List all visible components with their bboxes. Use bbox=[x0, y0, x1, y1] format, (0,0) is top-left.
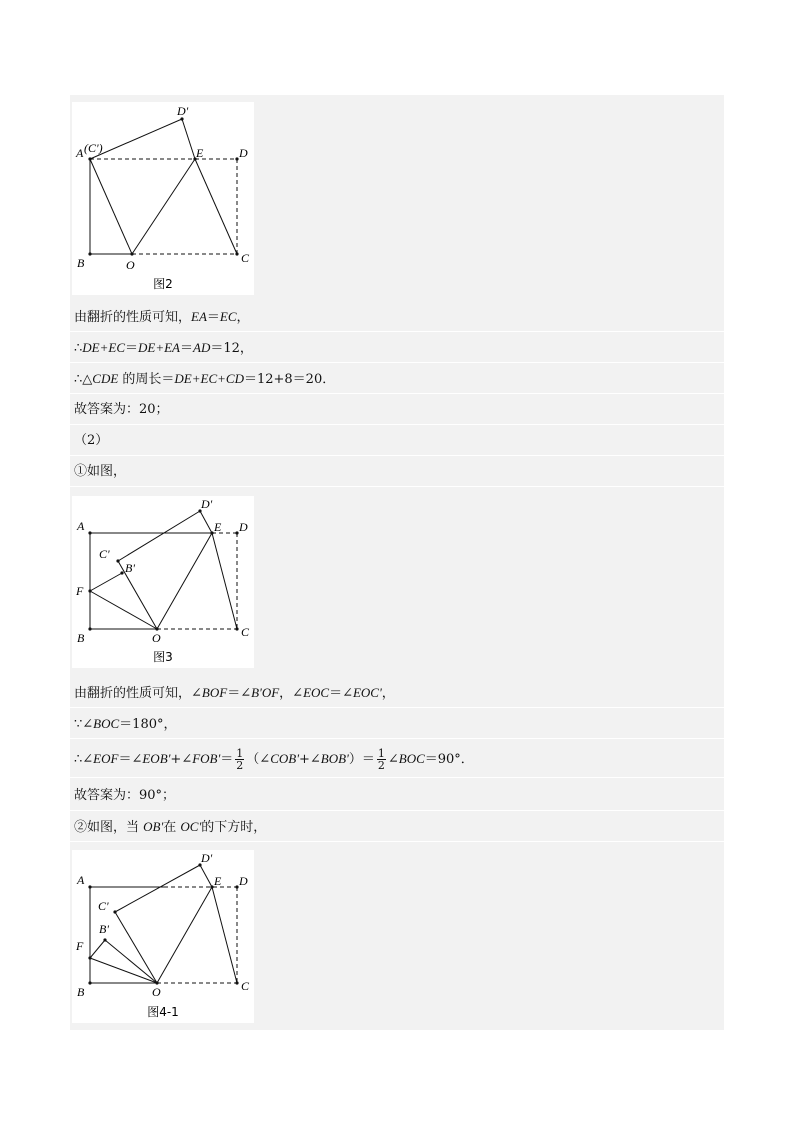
text-line-11: ②如图，当 OB'在 OC'的下方时， bbox=[70, 812, 724, 842]
figure-3-caption: 图3 bbox=[153, 650, 173, 664]
text-line-4: 故答案为：20； bbox=[70, 395, 724, 425]
label-C-prime: C' bbox=[98, 899, 109, 913]
text-line-1: 由翻折的性质可知，EA＝EC， bbox=[70, 302, 724, 332]
fraction-one-half-2: $\frac{1}{2}$ bbox=[377, 747, 385, 772]
figure-4-1 bbox=[72, 850, 254, 1023]
text-line-5: （2） bbox=[70, 426, 724, 456]
text-line-10: 故答案为：90°； bbox=[70, 781, 724, 811]
text-line-2: ∴DE+EC＝DE+EA＝AD＝12， bbox=[70, 333, 724, 363]
label-D: D bbox=[239, 874, 248, 888]
text-line-9: ∴∠EOF＝∠EOB'+∠FOB'＝ $\frac{1}{2}$ （∠COB'+∠BOB'）＝ $\frac{1}{2}$ ∠BOC＝90°． bbox=[70, 740, 724, 778]
label-B-prime: B' bbox=[125, 561, 135, 575]
figure-2 bbox=[72, 102, 254, 295]
label-B: B bbox=[77, 256, 85, 270]
figure-3 bbox=[72, 496, 254, 668]
content-panel bbox=[70, 95, 724, 1030]
text-line-6: ①如图， bbox=[70, 457, 724, 487]
figure-4-1-diagram bbox=[72, 850, 254, 1023]
figure-3-diagram bbox=[72, 496, 254, 668]
label-A: A bbox=[76, 146, 84, 160]
label-E: E bbox=[214, 874, 222, 888]
text-line-3: ∴△CDE 的周长＝DE+EC+CD＝12+8＝20． bbox=[70, 364, 724, 394]
figure-2-caption: 图2 bbox=[153, 277, 173, 291]
label-F: F bbox=[76, 939, 84, 953]
text-line-8: ∵∠BOC＝180°， bbox=[70, 709, 724, 739]
label-F: F bbox=[76, 584, 84, 598]
figure-2-diagram bbox=[72, 102, 254, 295]
label-A: A bbox=[77, 519, 85, 533]
label-C: C bbox=[241, 625, 250, 639]
fraction-one-half: $\frac{1}{2}$ bbox=[236, 747, 244, 772]
label-D-prime: D' bbox=[177, 104, 189, 118]
label-O: O bbox=[152, 985, 161, 999]
label-C: C bbox=[241, 251, 250, 265]
label-B: B bbox=[77, 631, 85, 645]
label-O: O bbox=[126, 258, 135, 272]
label-D: D bbox=[239, 146, 248, 160]
label-D: D bbox=[239, 520, 248, 534]
label-C: C bbox=[241, 979, 250, 993]
label-D-prime: D' bbox=[201, 851, 213, 865]
label-B-prime: B' bbox=[99, 922, 109, 936]
label-B: B bbox=[77, 985, 85, 999]
label-A: A bbox=[77, 873, 85, 887]
label-O: O bbox=[152, 631, 161, 645]
label-E: E bbox=[196, 146, 204, 160]
figure-4-1-caption: 图4-1 bbox=[147, 1005, 179, 1019]
label-C-prime: C' bbox=[99, 547, 110, 561]
text-line-7: 由翻折的性质可知，∠BOF＝∠B'OF，∠EOC＝∠EOC'， bbox=[70, 678, 724, 708]
label-D-prime: D' bbox=[201, 497, 213, 511]
label-E: E bbox=[214, 520, 222, 534]
label-C-prime: (C') bbox=[84, 141, 103, 155]
